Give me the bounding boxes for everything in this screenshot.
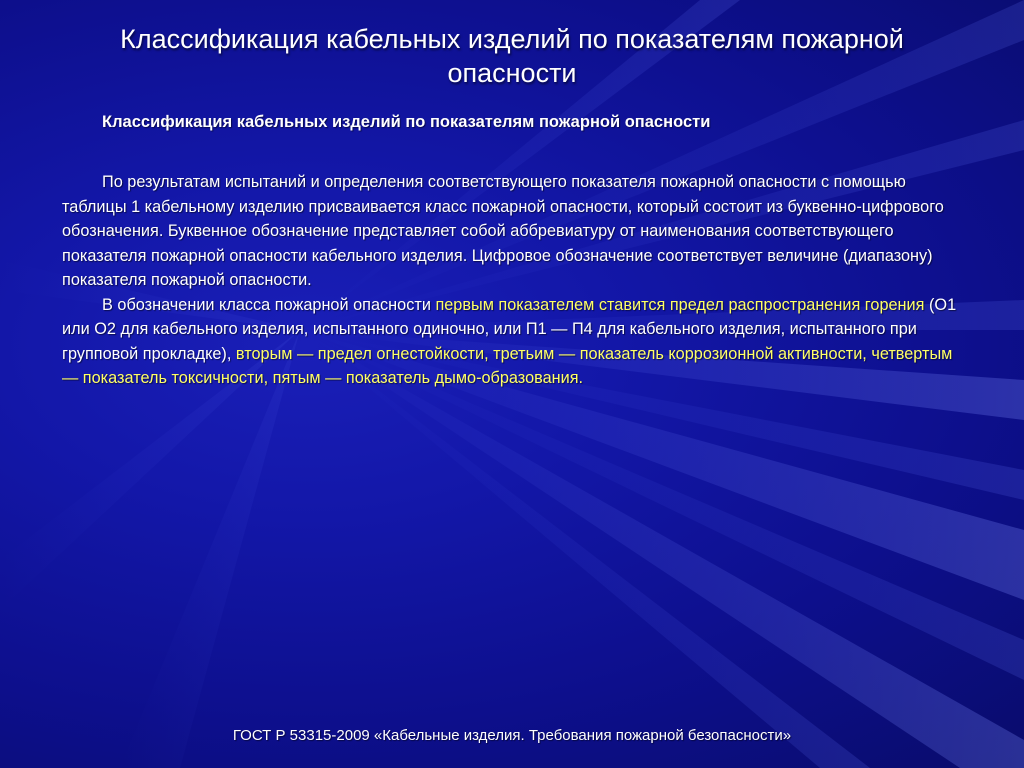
paragraph-2: [62, 293, 962, 391]
paragraph-2-highlight-1: первым показателем ставится предел распространения горения: [435, 295, 925, 314]
slide-title: Классификация кабельных изделий по показателям пожарной опасности: [120, 24, 904, 88]
paragraph-2-highlight-2: вторым — предел огнестойкости, третьим — показатель коррозионной активности, четвертым — показатель токсичности, пятым — показатель дымо-образования.: [62, 344, 953, 387]
paragraph-1: По результатам испытаний и определения соответствующего показателя пожарной опасности с помощью таблицы 1 кабельному изделию присваивается класс пожарной опасности, который состоит из буквенно-цифрового обозначения. Буквенное обозначение представляет собой аббревиатуру от наименования соответствующего показателя пожарной опасности кабельного изделия. Цифровое обозначение соответствует величине (диапазону) показателя пожарной опасности.: [62, 173, 944, 289]
slide-footer: ГОСТ Р 53315-2009 «Кабельные изделия. Требования пожарной безопасности»: [232, 727, 792, 744]
slide-subtitle: Классификация кабельных изделий по показателям пожарной опасности: [102, 113, 711, 131]
paragraph-2-text-1: В обозначении класса пожарной опасности: [102, 295, 436, 314]
body-text: [62, 170, 962, 391]
paragraph-2-text-2: (О1 или О2 для кабельного изделия, испытанного одиночно, или П1 — П4 для кабельного изделия, испытанного при групповой прокладке),: [62, 295, 957, 363]
